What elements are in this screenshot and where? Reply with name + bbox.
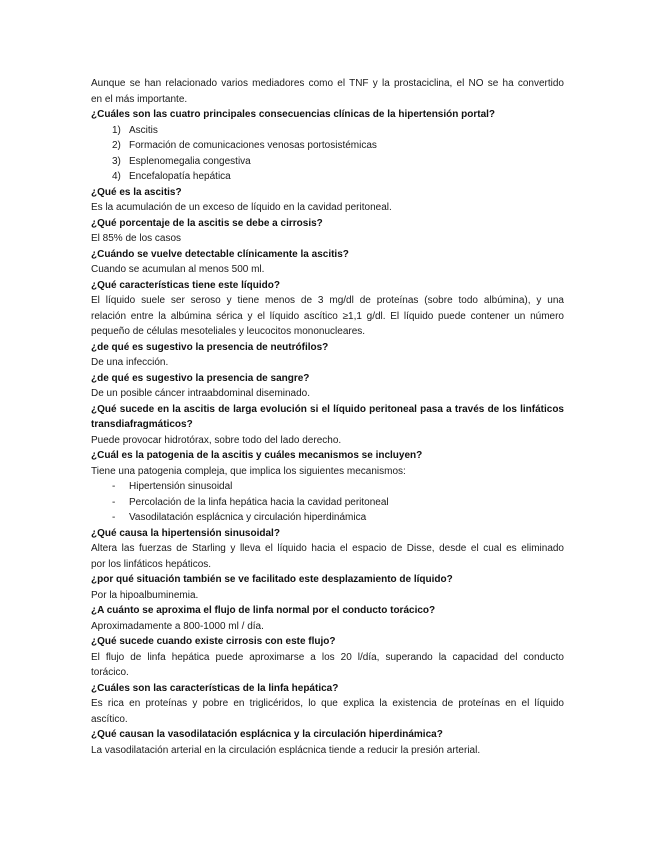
answer-line: Tiene una patogenia compleja, que implica los siguientes mecanismos:	[91, 465, 406, 477]
qa-block	[91, 727, 564, 758]
list-marker: 1)	[112, 124, 121, 136]
list-item	[91, 154, 564, 170]
qa-block	[91, 603, 564, 634]
list-text: Encefalopatía hepática	[129, 171, 231, 182]
answer-line: El 85% de los casos	[91, 233, 182, 244]
answer-line: El flujo de linfa hepática puede aproximarse a los 20 l/día, superando la capacidad del conducto	[91, 651, 564, 663]
list-item	[91, 169, 564, 185]
qa-block	[91, 107, 564, 185]
question: ¿Cuáles son las cuatro principales consecuencias clínicas de la hipertensión portal?	[91, 109, 496, 120]
answer-line: Cuando se acumulan al menos 500 ml.	[91, 264, 265, 275]
answer-line: Es la acumulación de un exceso de líquido en la cavidad peritoneal.	[91, 202, 392, 213]
list-text: Percolación de la linfa hepática hacia la cavidad peritoneal	[129, 496, 389, 508]
answer-line: relación entre la albúmina sérica y el líquido ascítico ≥1,1 g/dl. El líquido puede contener un número	[91, 310, 564, 322]
answer-line: ascítico.	[91, 713, 128, 725]
list-marker: -	[112, 496, 116, 508]
qa-block	[91, 216, 564, 247]
answer-line: Puede provocar hidrotórax, sobre todo del lado derecho.	[91, 434, 342, 446]
qa-block	[91, 247, 564, 278]
list-marker: 3)	[112, 155, 121, 167]
question: ¿Cuál es la patogenia de la ascitis y cuáles mecanismos se incluyen?	[91, 450, 423, 461]
intro-line: Aunque se han relacionado varios mediadores como el TNF y la prostaciclina, el NO se ha convertido	[91, 78, 564, 89]
list-item	[91, 510, 564, 526]
answer-line: Por la hipoalbuminemia.	[91, 589, 199, 601]
question: ¿Cuáles son las características de la linfa hepática?	[91, 682, 339, 694]
qa-block	[91, 448, 564, 526]
qa-block	[91, 371, 564, 402]
question: ¿Qué causan la vasodilatación esplácnica y la circulación hiperdinámica?	[91, 729, 443, 740]
intro-line: en el más importante.	[91, 93, 188, 105]
question: ¿Qué características tiene este líquido?	[91, 279, 280, 291]
answer-line: pequeño de células mesoteliales y leucocitos mononucleares.	[91, 326, 366, 337]
question: ¿por qué situación también se ve facilitado este desplazamiento de líquido?	[91, 574, 453, 585]
answer-line: De una infección.	[91, 357, 169, 368]
list-marker: 2)	[112, 140, 121, 151]
answer-line: por los linfáticos hepáticos.	[91, 558, 212, 570]
qa-block	[91, 681, 564, 728]
answer-line: Altera las fuerzas de Starling y lleva el líquido hacia el espacio de Disse, desde el cual es eliminado	[91, 543, 564, 554]
question: transdiafragmáticos?	[91, 419, 193, 430]
answer-line: torácico.	[91, 667, 129, 678]
qa-block	[91, 572, 564, 603]
question: ¿Qué sucede cuando existe cirrosis con este flujo?	[91, 636, 336, 647]
answer-line: Aproximadamente a 800-1000 ml / día.	[91, 620, 264, 632]
question: ¿Qué es la ascitis?	[91, 186, 182, 198]
question: ¿Qué causa la hipertensión sinusoidal?	[91, 527, 280, 539]
intro-paragraph	[91, 76, 564, 107]
answer-line: La vasodilatación arterial en la circulación esplácnica tiende a reducir la presión arterial.	[91, 744, 481, 756]
list-text: Ascitis	[129, 124, 158, 136]
list-item	[91, 495, 564, 511]
qa-block	[91, 402, 564, 449]
list-marker: 4)	[112, 171, 121, 182]
answer-line: El líquido suele ser seroso y tiene menos de 3 mg/dl de proteínas (sobre todo albúmina), y una	[91, 295, 564, 306]
qa-block	[91, 526, 564, 573]
list-text: Formación de comunicaciones venosas portosistémicas	[129, 140, 377, 151]
list-text: Hipertensión sinusoidal	[129, 481, 233, 492]
question: ¿de qué es sugestivo la presencia de sangre?	[91, 372, 310, 384]
list-item	[91, 479, 564, 495]
question: ¿Cuándo se vuelve detectable clínicamente la ascitis?	[91, 248, 349, 260]
list-marker: -	[112, 481, 116, 492]
qa-block	[91, 340, 564, 371]
list-item	[91, 138, 564, 154]
question: ¿A cuánto se aproxima el flujo de linfa normal por el conducto torácico?	[91, 605, 436, 616]
list-marker: -	[112, 512, 116, 523]
qa-block	[91, 185, 564, 216]
list-text: Vasodilatación esplácnica y circulación hiperdinámica	[129, 512, 367, 523]
document-page	[91, 76, 564, 758]
qa-block	[91, 634, 564, 681]
question: ¿Qué porcentaje de la ascitis se debe a cirrosis?	[91, 217, 323, 229]
answer-line: De un posible cáncer intraabdominal diseminado.	[91, 388, 311, 399]
question: ¿de qué es sugestivo la presencia de neutrófilos?	[91, 341, 329, 353]
list-text: Esplenomegalia congestiva	[129, 155, 251, 167]
list-item	[91, 123, 564, 139]
qa-block	[91, 278, 564, 340]
question: ¿Qué sucede en la ascitis de larga evolución si el líquido peritoneal pasa a través de los linfáticos	[91, 403, 564, 415]
answer-line: Es rica en proteínas y pobre en triglicéridos, lo que explica la existencia de proteínas en el líquido	[91, 698, 564, 709]
